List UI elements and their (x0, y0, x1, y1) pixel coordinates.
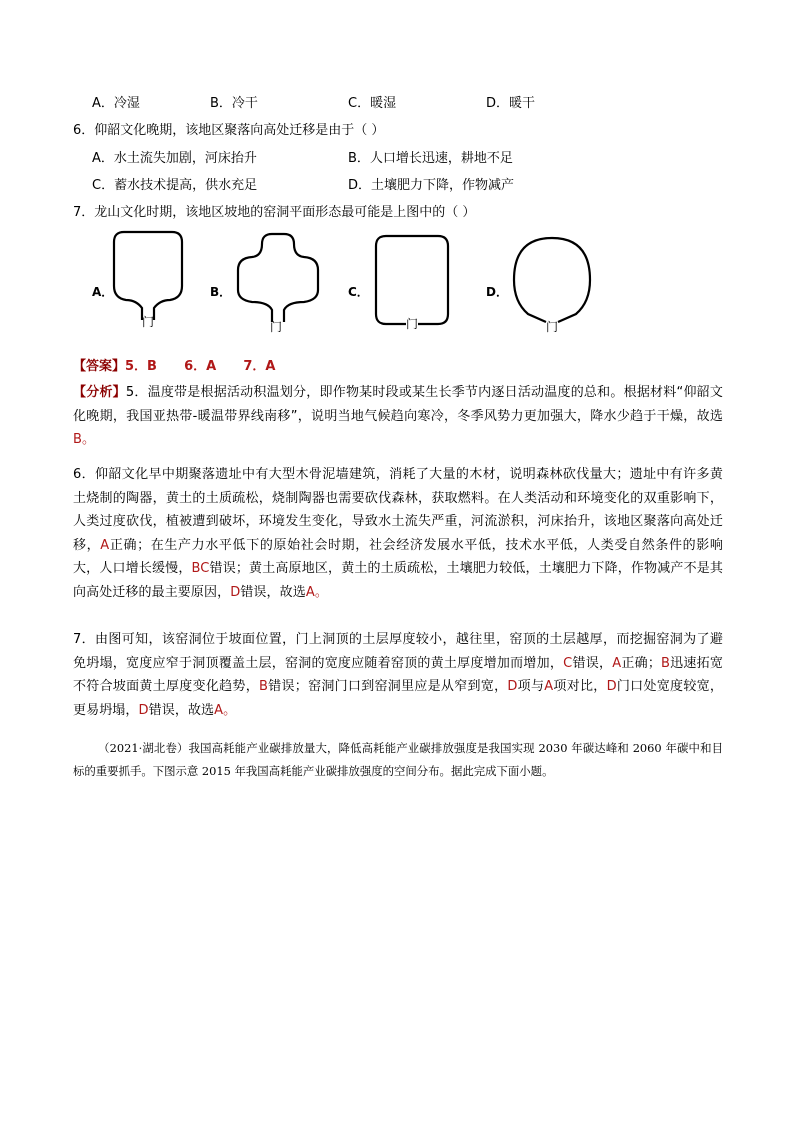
analysis-7-part: 项与 (517, 679, 545, 695)
figure-label-d: D． (486, 285, 508, 299)
analysis-7-mark: A (544, 679, 554, 695)
door-label-d: 门 (546, 320, 559, 334)
analysis-7-mark: C (563, 655, 573, 671)
answer-line (73, 357, 276, 377)
analysis-7-mark: A。 (214, 702, 237, 718)
cave-shape-b (232, 230, 324, 330)
option-a: A．冷湿 (92, 96, 140, 111)
analysis-6-mark: BC (191, 561, 210, 577)
q6-option-c: C．蓄水技术提高，供水充足 (92, 178, 258, 193)
analysis-7-part: 项对比， (553, 679, 607, 695)
analysis-6-mark: D (230, 584, 241, 600)
question-7-stem: 7．龙山文化时期，该地区坡地的窑洞平面形态最可能是上图中的（ ） (73, 205, 476, 220)
analysis-5 (73, 381, 723, 452)
analysis-7-mark: D (606, 679, 617, 695)
analysis-7-mark: B (259, 679, 269, 695)
figure-label-b: B． (210, 285, 232, 299)
q6-option-b: B．人口增长迅速，耕地不足 (348, 151, 513, 166)
cave-shape-d (510, 234, 594, 330)
figure-label-a: A． (92, 285, 114, 299)
cave-shape-c (372, 232, 452, 328)
analysis-7-part: 错误， (572, 655, 613, 671)
analysis-6-part: 错误，故选 (240, 584, 306, 600)
analysis-7-mark: A (612, 655, 622, 671)
analysis-6-mark: A (100, 537, 110, 553)
analysis-7-part: 错误；窑洞门口到窑洞里应是从窄到宽， (268, 679, 508, 695)
option-d: D．暖干 (486, 96, 536, 111)
analysis-6-part: 正确；在生产力水平低下的原始社会时期，社会经济发展水平低，技术水平低，人类受自然条件的影响大，人口增长缓慢， (73, 537, 723, 577)
analysis-7 (73, 628, 723, 722)
q6-option-d: D．土壤肥力下降，作物减产 (348, 178, 515, 193)
door-label-b: 门 (270, 320, 283, 334)
option-c: C．暖湿 (348, 96, 397, 111)
answer-tag: 【答案】 (73, 359, 126, 374)
analysis-5-choice: B。 (73, 432, 96, 448)
door-label-a: 门 (142, 315, 155, 329)
analysis-5-text: 5．温度带是根据活动积温划分，即作物某时段或某生长季节内逐日活动温度的总和。根据材料“仰韶文化晚期，我国亚热带-暖温带界线南移”，说明当地气候趋向寒冷，冬季风势力更加强大，降水少趋于干燥，故选 (73, 385, 723, 424)
analysis-7-mark: D (507, 679, 518, 695)
analysis-6-mark: A。 (305, 584, 328, 600)
analysis-7-part: 7．由图可知，该窑洞位于坡面位置，门上洞顶的土层厚度较小，越往里，窑顶的土层越厚，而挖掘窑洞为了避免坍塌，宽度应窄于洞顶覆盖土层，窑洞的宽度应随着窑顶的黄土厚度增加而增加， (73, 632, 723, 671)
analysis-7-mark: D (138, 702, 149, 718)
next-material-intro: （2021·湖北卷）我国高耗能产业碳排放量大，降低高耗能产业碳排放强度是我国实现 2030 年碳达峰和 2060 年碳中和目标的重要抓手。下图示意 2015 年我国高耗能产业碳排放强度的空间分布。据此完成下面小题。 (73, 741, 723, 778)
analysis-tag: 【分析】 (73, 385, 126, 400)
figure-label-c: C． (348, 285, 369, 299)
question-6-stem: 6．仰韶文化晚期，该地区聚落向高处迁移是由于（ ） (73, 123, 385, 138)
analysis-7-part: 门口处宽度较宽，更易坍塌， (73, 679, 723, 718)
q6-option-a: A．水土流失加剧，河床抬升 (92, 151, 257, 166)
analysis-6-part: 错误；黄土高原地区，黄土的土质疏松，土壤肥力较低，土壤肥力下降，作物减产不是其向高处迁移的最主要原因， (73, 561, 723, 600)
analysis-6-part: 6．仰韶文化早中期聚落遗址中有大型木骨泥墙建筑，消耗了大量的木材，说明森林砍伐量大；遗址中有许多黄土烧制的陶器，黄土的土质疏松，烧制陶器也需要砍伐森林，获取燃料。在人类活动和环境变化的双重影响下，人类过度砍伐，植被遭到破坏，环境发生变化，导致水土流失严重，河流淤积，河床抬升，该地区聚落向高处迁移， (73, 467, 723, 553)
answer-text: 5．B 6．A 7．A (125, 359, 276, 374)
analysis-6 (73, 463, 723, 605)
analysis-7-part: 迅速拓宽不符合坡面黄土厚度变化趋势， (73, 655, 723, 695)
analysis-7-mark: B (660, 655, 670, 671)
analysis-7-part: 正确； (621, 655, 661, 671)
analysis-7-part: 错误，故选 (148, 702, 215, 718)
option-b: B．冷干 (210, 96, 258, 111)
door-label-c: 门 (406, 317, 419, 331)
